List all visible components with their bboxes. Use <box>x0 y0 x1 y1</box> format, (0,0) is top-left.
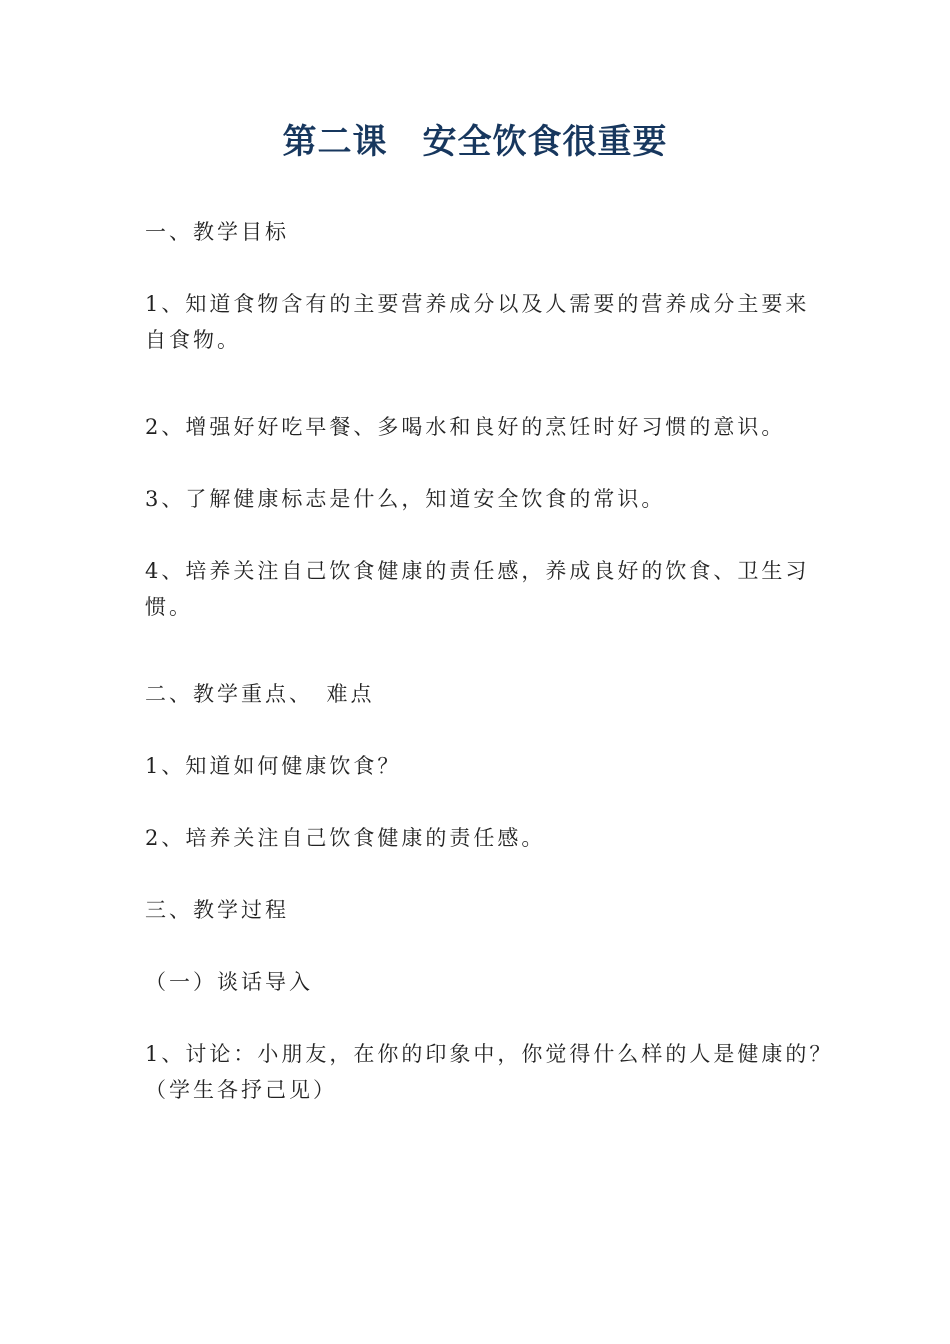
process-subheading <box>145 964 810 1000</box>
goal-2 <box>145 409 810 445</box>
discussion-paragraph <box>145 1036 834 1108</box>
key-point-2 <box>145 820 810 856</box>
key-points-heading-text: 二、教学重点、 难点 <box>145 682 375 706</box>
goal-4 <box>145 553 810 625</box>
key-points-heading <box>145 676 810 712</box>
goals-heading <box>145 214 810 250</box>
goal-4-line-2: 惯。 <box>145 595 193 619</box>
lesson-title: 第二课 安全饮食很重要 <box>282 122 668 162</box>
goal-3 <box>145 481 810 517</box>
key-point-1 <box>145 748 810 784</box>
process-heading <box>145 892 810 928</box>
goals-heading-text: 一、教学目标 <box>145 220 289 244</box>
goal-1 <box>145 286 810 358</box>
goal-1-line-1: 1、知道食物含有的主要营养成分以及人需要的营养成分主要来 <box>145 292 810 316</box>
goal-4-line-1: 4、培养关注自己饮食健康的责任感，养成良好的饮食、卫生习 <box>145 559 810 583</box>
process-subheading-text: （一）谈话导入 <box>145 970 313 994</box>
discussion-line-1: 1、讨论：小朋友，在你的印象中，你觉得什么样的人是健康的？ <box>145 1042 834 1066</box>
goal-2-text: 2、增强好好吃早餐、多喝水和良好的烹饪时好习惯的意识。 <box>145 415 786 439</box>
goal-3-text: 3、了解健康标志是什么，知道安全饮食的常识。 <box>145 487 666 511</box>
key-point-2-text: 2、培养关注自己饮食健康的责任感。 <box>145 826 546 850</box>
goal-1-line-2: 自食物。 <box>145 328 241 352</box>
key-point-1-text: 1、知道如何健康饮食？ <box>145 754 402 778</box>
process-heading-text: 三、教学过程 <box>145 898 289 922</box>
discussion-line-2: （学生各抒己见） <box>145 1078 337 1102</box>
